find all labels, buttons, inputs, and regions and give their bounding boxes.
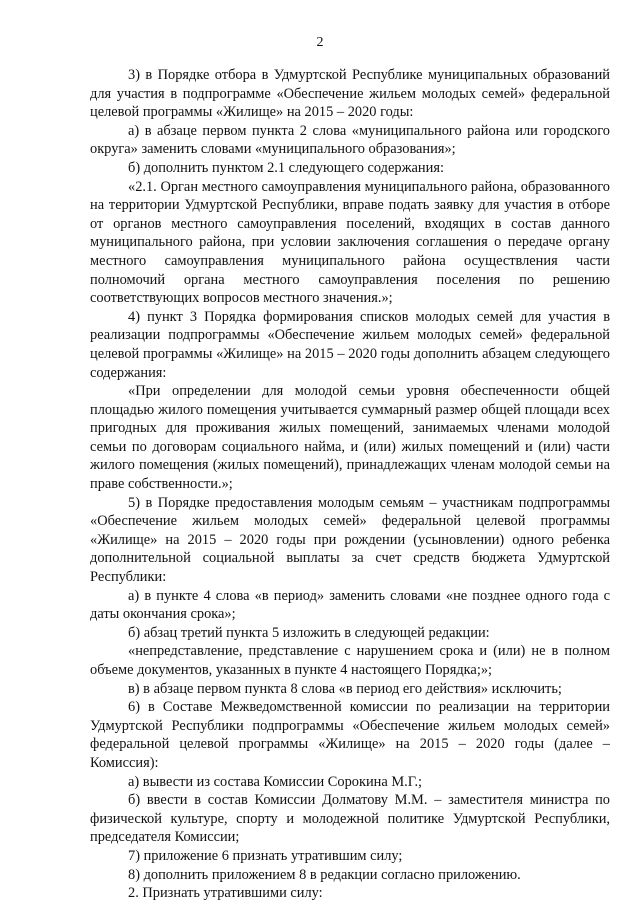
paragraph-subitem-5b: б) абзац третий пункта 5 изложить в следующей редакции:: [128, 624, 490, 641]
paragraph-quoted-addition: «При определении для молодой семьи уровня обеспеченности общей площадью жилого помещения учитывается суммарный размер общей площади всех пригодных для проживания жилых помещений, занимаемых членами молодой семьи по договорам социального найма, и (или) жилых помещений и (или) части жилого помещения (жилых помещений), принадлежащих членам молодой семьи на праве собственности.»;: [90, 383, 610, 493]
paragraph-item-5: 5) в Порядке предоставления молодым семьям – участникам подпрограммы «Обеспечение жильем молодых семей» федеральной целевой программы «Жилище» на 2015 – 2020 годы при рождении (усыновлении) одного ребенка дополнительной социальной выплаты за счет средств бюджета Удмуртской Республики:: [90, 494, 610, 586]
document-body: [90, 66, 610, 903]
paragraph-item-3: 3) в Порядке отбора в Удмуртской Республике муниципальных образований для участия в подпрограмме «Обеспечение жильем молодых семей» федеральной целевой программы «Жилище» на 2015 – 2020 годы:: [90, 67, 610, 121]
paragraph-subitem-6a: а) вывести из состава Комиссии Сорокина М.Г.;: [128, 773, 423, 790]
paragraph-quoted-5b: «непредставление, представление с нарушением срока и (или) не в полном объеме документов, указанных в пункте 4 настоящего Порядка;»;: [90, 643, 610, 678]
paragraph-subitem-6b: б) ввести в состав Комиссии Долматову М.М. – заместителя министра по физической культуре, спорту и молодежной политике Удмуртской Республики, председателя Комиссии;: [90, 792, 610, 846]
page-number: 2: [316, 35, 324, 50]
paragraph-item-6: 6) в Составе Межведомственной комиссии по реализации на территории Удмуртской Республики подпрограммы «Обеспечение жильем молодых семей» федеральной целевой программы «Жилище» на 2015 – 2020 годы (далее – Комиссия):: [90, 699, 610, 771]
paragraph-item-7: 7) приложение 6 признать утратившим силу;: [128, 847, 403, 864]
paragraph-item-8: 8) дополнить приложением 8 в редакции согласно приложению.: [128, 866, 521, 883]
paragraph-subitem-5a: а) в пункте 4 слова «в период» заменить словами «не позднее одного года с даты окончания срока»;: [90, 587, 610, 623]
paragraph-quoted-2-1: «2.1. Орган местного самоуправления муниципального района, образованного на территории Удмуртской Республики, вправе подать заявку для участия в отборе от органов местного самоуправления поселений, входящих в состав данного муниципального района, при условии заключения соглашения о передаче органу местного самоуправления муниципального района осуществления части полномочий органа местного самоуправления поселения по решению соответствующих вопросов местного значения.»;: [90, 178, 610, 307]
paragraph-item-4: 4) пункт 3 Порядка формирования списков молодых семей для участия в реализации подпрограммы «Обеспечение жильем молодых семей» федеральной целевой программы «Жилище» на 2015 – 2020 годы дополнить абзацем следующего содержания:: [90, 308, 610, 381]
paragraph-subitem-3a: а) в абзаце первом пункта 2 слова «муниципального района или городского округа» заменить словами «муниципального образования»;: [90, 122, 610, 158]
paragraph-subitem-3b: б) дополнить пунктом 2.1 следующего содержания:: [128, 159, 444, 176]
paragraph-subitem-5v: в) в абзаце первом пункта 8 слова «в период его действия» исключить;: [128, 680, 562, 697]
paragraph-section-2: 2. Признать утратившими силу:: [128, 885, 323, 902]
